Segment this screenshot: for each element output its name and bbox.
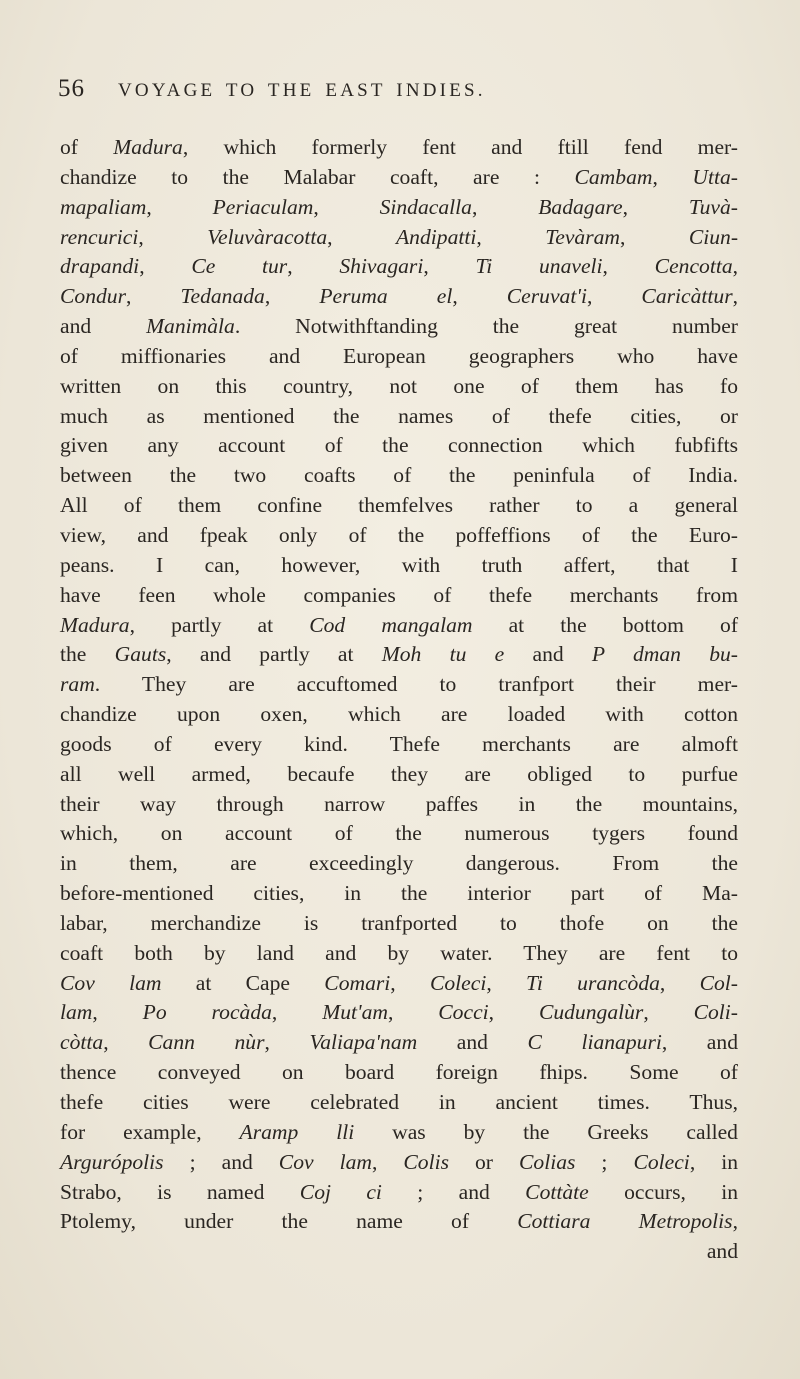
text-run: , [390,970,430,995]
text-run: , [146,194,213,219]
text-run: which, on account of the numerous tygers found [60,821,738,846]
italic-text: Sindacalla [379,194,472,219]
text-line [60,342,738,372]
text-line [60,223,738,253]
text-run: chandize to the Malabar coaft, are : [60,164,575,189]
text-run: , [732,254,739,279]
text-line [60,939,738,969]
text-run: , [476,224,546,249]
italic-text: mapaliam [60,194,147,219]
italic-text: Manimàla [146,314,235,339]
italic-text: Aramp lli [239,1119,355,1144]
text-run: ; and [381,1179,526,1204]
text-line [60,1178,738,1208]
text-run: ; and [163,1149,279,1174]
italic-text: Cov lam [278,1149,372,1174]
text-run: All of them confine themfelves rather to a general [60,493,738,518]
text-line [60,1118,738,1148]
text-run: , and partly at [166,642,382,667]
text-line [60,312,738,342]
italic-text: Cov lam [60,970,162,995]
text-run: , [138,224,208,249]
text-line [60,402,738,432]
text-run: much as mentioned the names of thefe cities, or [60,403,738,428]
italic-text: Coleci [633,1149,690,1174]
italic-text: Veluvàracotta [207,224,328,249]
italic-text: lam [60,1000,93,1025]
italic-text: Condur [60,284,126,309]
body-text [60,133,738,1267]
text-run: , [659,970,700,995]
text-line [60,700,738,730]
text-run: . Notwithftanding the great number [234,314,739,339]
italic-text: Madura [113,135,183,159]
italic-text: Ti unaveli [475,254,603,279]
italic-text: Caricàttur [641,284,733,309]
text-run: , [327,224,396,249]
text-run: , [652,164,693,189]
text-run: , [264,1030,310,1055]
text-run: , [620,224,689,249]
italic-text: Utta- [692,164,738,189]
text-run: view, and fpeak only of the poffeffions of the Euro- [60,522,738,547]
italic-text: Coj ci [299,1179,382,1204]
italic-text: Periaculam [212,194,314,219]
text-line [60,790,738,820]
text-line [60,1148,738,1178]
italic-text: Colias [519,1149,576,1174]
text-line [60,670,738,700]
text-run: , [92,1000,143,1025]
text-run: labar, merchandize is tranfported to thofe on the [60,910,738,935]
text-line [60,1058,738,1088]
text-run: , partly at [129,612,310,637]
text-run: the [60,642,115,667]
text-run: at Cape [161,970,325,995]
italic-text: Ti urancòda [526,970,660,995]
italic-text: Valiapa'nam [309,1030,418,1055]
text-line [60,551,738,581]
text-run: , [586,284,642,309]
italic-text: Coleci [429,970,487,995]
text-line [60,998,738,1028]
text-run: chandize upon oxen, which are loaded with cotton [60,702,738,727]
text-run: , [452,284,507,309]
text-line [60,521,738,551]
italic-text: Cudungalùr [538,1000,644,1025]
italic-text: ram [60,672,95,697]
text-run: all well armed, becaufe they are obliged to purfue [60,761,738,786]
italic-text: Cottiara Metropolis [517,1209,733,1234]
italic-text: Ciun- [688,224,739,249]
text-run: , [388,1000,439,1025]
text-run: , [287,254,340,279]
text-run: , [313,194,380,219]
text-run: between the two coafts of the peninfula of India. [60,463,738,488]
text-run: of miffionaries and European geographers who have [60,343,738,368]
text-run: , [732,284,739,309]
text-line [60,730,738,760]
text-line [60,611,738,641]
text-run: of [60,135,114,159]
text-run: before-mentioned cities, in the interior part of Ma- [60,881,738,906]
text-run: for example, [60,1119,240,1144]
text-run: their way through narrow paffes in the mountains, [60,791,738,816]
italic-text: Coli- [693,1000,738,1025]
text-run: , [643,1000,694,1025]
page-number: 56 [58,75,85,102]
text-line [60,849,738,879]
text-line [60,431,738,461]
text-run: , [622,194,689,219]
text-run: thefe cities were celebrated in ancient times. Thus, [60,1090,738,1114]
text-line [60,581,738,611]
italic-text: Tuvà- [688,194,738,219]
italic-text: Shivagari [339,254,424,279]
text-run: peans. I can, however, with truth affert, that I [60,552,738,577]
italic-text: C lianapuri [527,1030,662,1055]
italic-text: Badagare [538,194,623,219]
text-run: and [504,642,592,667]
text-run: Ptolemy, under the name of [60,1209,518,1234]
text-line [60,1237,738,1267]
text-line [60,819,738,849]
text-run: coaft both by land and by water. They are fent to [60,940,738,965]
text-run: at the bottom of [472,612,739,637]
italic-text: Cottàte [525,1179,589,1204]
text-run: written on this country, not one of them has fo [60,373,738,398]
italic-text: Moh tu e [381,642,505,667]
text-run: , which formerly fent and ftill fend mer- [182,135,738,159]
italic-text: Argurópolis [60,1149,164,1174]
text-run: thence conveyed on board foreign fhips. Some of [60,1060,738,1085]
text-line [60,760,738,790]
italic-text: Ceruvat'i [506,284,587,309]
text-run: , [488,1000,539,1025]
italic-text: Colis [403,1149,449,1174]
text-line [60,879,738,909]
italic-text: còtta [60,1030,104,1055]
text-run: . They are accuftomed to tranfport their mer- [94,672,738,697]
italic-text: Cocci [438,1000,489,1025]
text-run: have feen whole companies of thefe merchants from [60,582,738,607]
text-line [60,461,738,491]
text-run: , in [689,1149,739,1174]
text-run: , [471,194,539,219]
text-line [60,252,738,282]
text-run: goods of every kind. Thefe merchants are almoft [60,731,738,756]
text-run: , [126,284,181,309]
text-run: , [264,284,320,309]
italic-text: Peruma el [319,284,453,309]
text-line [60,1207,738,1237]
italic-text: drapandi [60,254,140,279]
italic-text: Tevàram [545,224,621,249]
text-run: or [449,1149,520,1174]
italic-text: Cann nùr [148,1030,265,1055]
text-line [60,193,738,223]
text-run: Strabo, is named [60,1179,300,1204]
italic-text: Comari [324,970,391,995]
running-title: VOYAGE TO THE EAST INDIES. [118,80,486,101]
text-run: , [139,254,192,279]
text-run: given any account of the connection which fubfifts [60,433,738,458]
text-line [60,491,738,521]
text-run: , [423,254,476,279]
italic-text: P dman bu- [591,642,738,667]
italic-text: Col- [699,970,738,995]
text-run: , [486,970,527,995]
text-run: , [271,1000,323,1025]
text-line [60,282,738,312]
text-line [60,1028,738,1058]
italic-text: Madura [60,612,130,637]
text-line [60,1088,738,1118]
italic-text: Cencotta [654,254,733,279]
text-run: , [371,1149,404,1174]
text-run: , and [661,1030,738,1055]
text-run: and [417,1030,528,1055]
running-head [58,75,618,115]
text-run: and [706,1239,738,1264]
text-run: , [103,1030,149,1055]
text-line [60,372,738,402]
italic-text: Gauts [114,642,167,667]
text-run: in them, are exceedingly dangerous. From the [60,851,738,876]
text-run: and [60,314,147,339]
italic-text: Po rocàda [142,1000,272,1025]
text-line [60,133,738,163]
text-run: , [732,1209,738,1234]
italic-text: rencurici [60,224,139,249]
text-run: ; [575,1149,634,1174]
italic-text: Cod mangalam [309,612,473,637]
text-line [60,163,738,193]
text-run: , [602,254,655,279]
italic-text: Cambam [574,164,653,189]
italic-text: Tedanada [180,284,265,309]
italic-text: Ce tur [191,254,288,279]
text-line [60,640,738,670]
text-run: occurs, in [588,1179,739,1204]
italic-text: Mut'am [322,1000,388,1025]
italic-text: Andipatti [395,224,477,249]
text-line [60,969,738,999]
text-line [60,909,738,939]
text-run: was by the Greeks called [354,1119,738,1144]
